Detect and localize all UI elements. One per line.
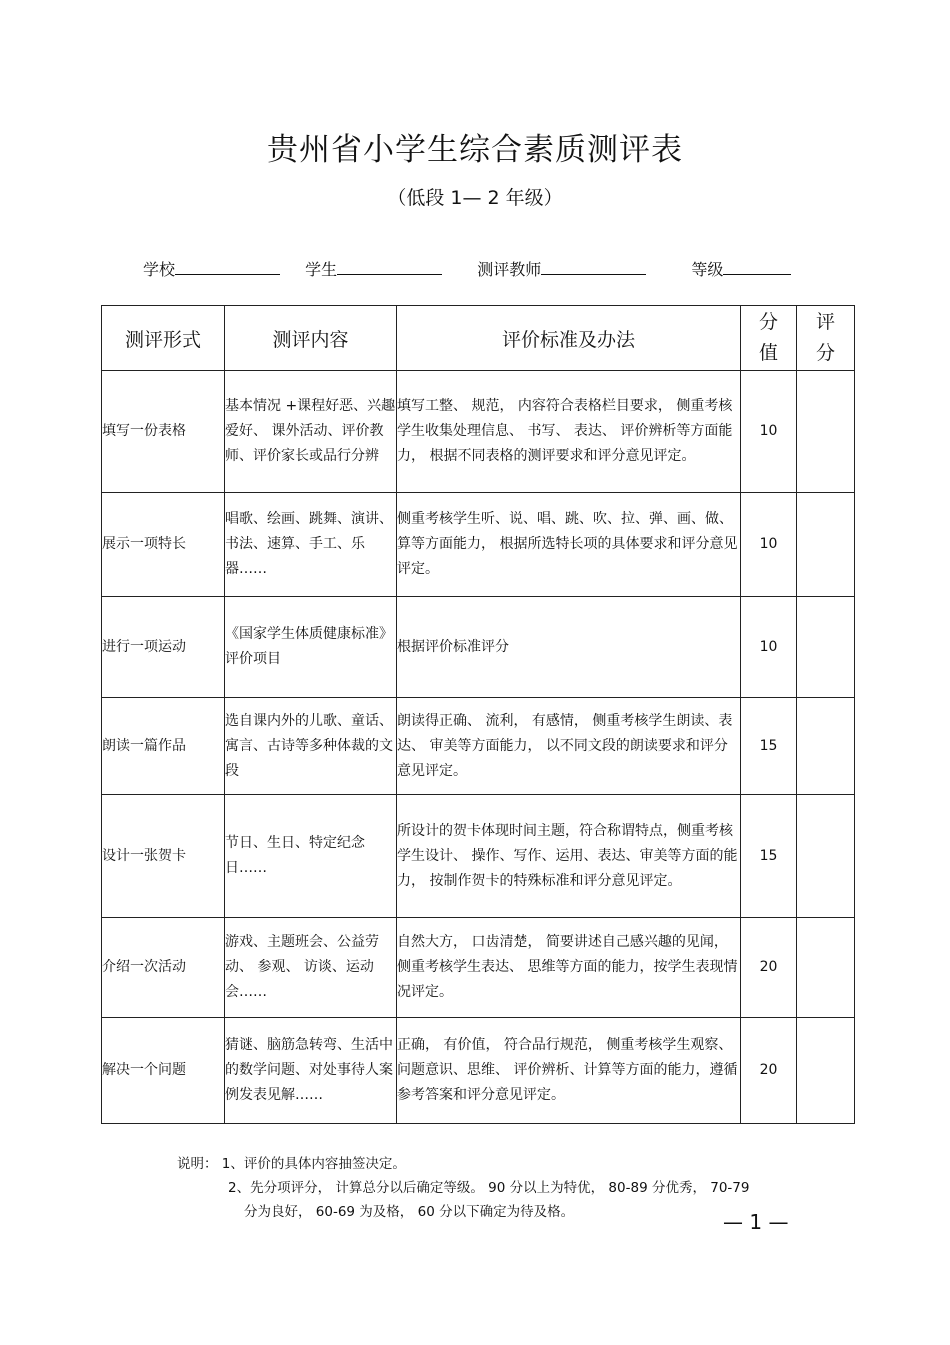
row-points: 10	[741, 493, 797, 597]
note-line-1	[177, 1152, 749, 1176]
info-row	[143, 257, 791, 280]
row-content: 唱歌、绘画、跳舞、演讲、书法、速算、手工、乐器……	[225, 493, 397, 597]
header-content: 测评内容	[225, 306, 397, 371]
row-criteria: 根据评价标准评分	[397, 597, 741, 698]
row-form: 进行一项运动	[102, 597, 225, 698]
row-content: 节日、生日、特定纪念日……	[225, 795, 397, 918]
table-row	[102, 918, 855, 1018]
row-score-cell[interactable]	[797, 918, 855, 1018]
page-subtitle: （低段 1— 2 年级）	[387, 187, 563, 209]
grade-label: 等级	[691, 260, 724, 279]
table-row	[102, 597, 855, 698]
row-points: 20	[741, 918, 797, 1018]
table-row	[102, 1018, 855, 1124]
row-form: 朗读一篇作品	[102, 698, 225, 795]
row-criteria: 填写工整、 规范， 内容符合表格栏目要求， 侧重考核学生收集处理信息、 书写、 表达、 评价辨析等方面能力， 根据不同表格的测评要求和评分意见评定。	[397, 371, 741, 493]
row-score-cell[interactable]	[797, 597, 855, 698]
row-score-cell[interactable]	[797, 1018, 855, 1124]
row-form: 展示一项特长	[102, 493, 225, 597]
row-form: 介绍一次活动	[102, 918, 225, 1018]
row-content: 《国家学生体质健康标准》评价项目	[225, 597, 397, 698]
row-score-cell[interactable]	[797, 371, 855, 493]
note-item-2-cont: 分为良好， 60-69 为及格， 60 分以下确定为待及格。	[244, 1204, 575, 1220]
school-field[interactable]	[175, 258, 280, 275]
row-score-cell[interactable]	[797, 493, 855, 597]
notes	[177, 1152, 749, 1224]
header-criteria: 评价标准及办法	[397, 306, 741, 371]
teacher-field[interactable]	[541, 258, 646, 275]
row-points: 10	[741, 597, 797, 698]
row-points: 15	[741, 795, 797, 918]
teacher-label: 测评教师	[477, 260, 542, 279]
student-label: 学生	[305, 260, 338, 279]
note-item-1: 1、评价的具体内容抽签决定。	[221, 1156, 406, 1172]
row-criteria: 所设计的贺卡体现时间主题，符合称谓特点，侧重考核学生设计、 操作、写作、运用、表达、审美等方面的能力， 按制作贺卡的特殊标准和评分意见评定。	[397, 795, 741, 918]
table-row	[102, 795, 855, 918]
header-score: 评 分	[797, 306, 855, 371]
table-header-row	[102, 306, 855, 371]
evaluation-table	[101, 305, 855, 1124]
row-criteria: 朗读得正确、 流利， 有感情， 侧重考核学生朗读、表达、 审美等方面能力， 以不同文段的朗读要求和评分意见评定。	[397, 698, 741, 795]
row-content: 基本情况 +课程好恶、兴趣爱好、 课外活动、评价教师、评价家长或品行分辨	[225, 371, 397, 493]
row-points: 10	[741, 371, 797, 493]
table-row	[102, 493, 855, 597]
row-content: 选自课内外的儿歌、童话、寓言、古诗等多种体裁的文段	[225, 698, 397, 795]
row-form: 填写一份表格	[102, 371, 225, 493]
grade-field[interactable]	[723, 258, 791, 275]
table-row	[102, 698, 855, 795]
student-field[interactable]	[337, 258, 442, 275]
row-score-cell[interactable]	[797, 795, 855, 918]
page-title: 贵州省小学生综合素质测评表	[267, 132, 683, 168]
row-form: 设计一张贺卡	[102, 795, 225, 918]
row-criteria: 正确， 有价值， 符合品行规范， 侧重考核学生观察、 问题意识、思维、 评价辨析、计算等方面的能力，遵循参考答案和评分意见评定。	[397, 1018, 741, 1124]
row-form: 解决一个问题	[102, 1018, 225, 1124]
row-score-cell[interactable]	[797, 698, 855, 795]
table-row	[102, 371, 855, 493]
row-content: 游戏、主题班会、公益劳动、 参观、 访谈、运动会……	[225, 918, 397, 1018]
row-criteria: 侧重考核学生听、说、唱、跳、吹、拉、弹、画、做、算等方面能力， 根据所选特长项的具体要求和评分意见评定。	[397, 493, 741, 597]
row-points: 20	[741, 1018, 797, 1124]
header-form: 测评形式	[102, 306, 225, 371]
school-label: 学校	[143, 260, 176, 279]
header-points: 分 值	[741, 306, 797, 371]
page-number: — 1 —	[723, 1210, 789, 1234]
row-points: 15	[741, 698, 797, 795]
row-content: 猜谜、脑筋急转弯、生活中的数学问题、对处事待人案例发表见解……	[225, 1018, 397, 1124]
note-item-2: 2、先分项评分， 计算总分以后确定等级。 90 分以上为特优， 80-89 分优秀， 70-79	[228, 1180, 750, 1196]
notes-label: 说明：	[177, 1156, 218, 1172]
row-criteria: 自然大方， 口齿清楚， 简要讲述自己感兴趣的见闻，侧重考核学生表达、 思维等方面的能力，按学生表现情况评定。	[397, 918, 741, 1018]
